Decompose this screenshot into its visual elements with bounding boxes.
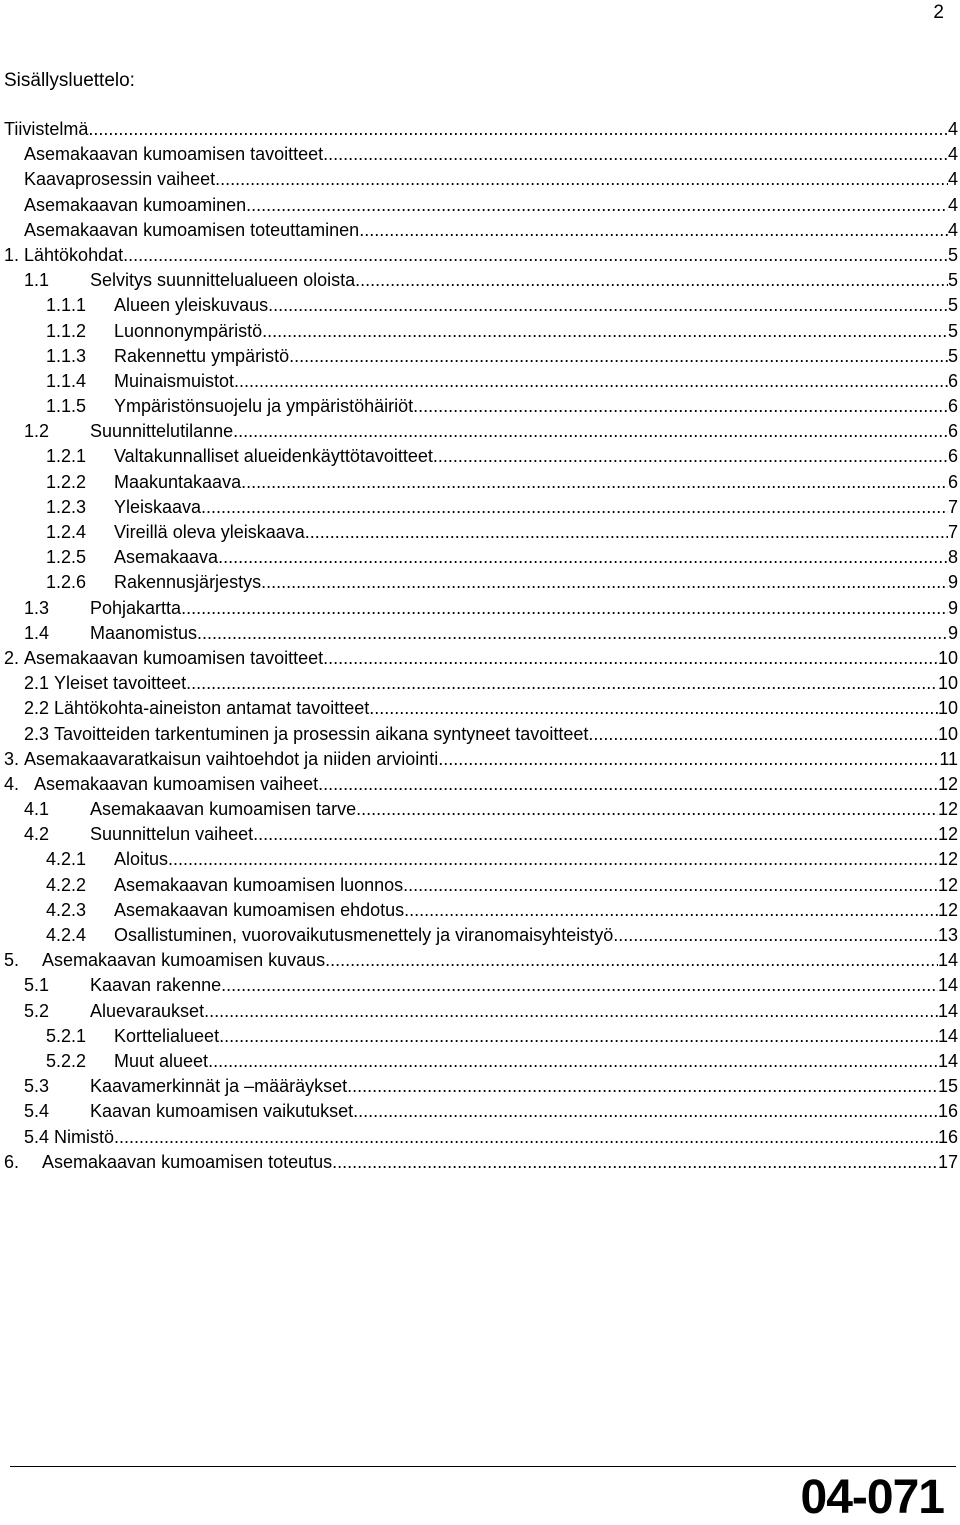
toc-entry-page: 12: [937, 773, 958, 794]
document-code: 04-071: [800, 1471, 944, 1524]
toc-entry-number: 5.2.1: [46, 1025, 87, 1046]
toc-entry-page: 5: [947, 345, 958, 366]
toc-entry[interactable]: [4, 822, 958, 847]
dot-leader: [369, 696, 938, 721]
toc-entry-number: 2.: [4, 647, 20, 668]
dot-leader: [241, 470, 948, 495]
dot-leader: [289, 344, 948, 369]
toc-entry-title: Selvitys suunnittelualueen oloista: [90, 270, 356, 291]
dot-leader: [123, 243, 948, 268]
toc-entry-number: 4.2.3: [46, 899, 87, 920]
toc-entry-title: Valtakunnalliset alueidenkäyttötavoitteet: [114, 446, 433, 467]
toc-entry-number: 1.2: [24, 421, 50, 442]
toc-entry-page: 14: [937, 950, 958, 971]
toc-entry[interactable]: [4, 973, 958, 998]
dot-leader: [253, 822, 938, 847]
dot-leader: [181, 596, 948, 621]
toc-entry-title: Korttelialueet: [114, 1025, 220, 1046]
toc-entry-number: 4.1: [24, 799, 50, 820]
toc-entry-title: Luonnonympäristö: [114, 320, 263, 341]
toc-entry-title: Osallistuminen, vuorovaikutusmenettely ja viranomaisyhteistyö: [114, 925, 614, 945]
dot-leader: [215, 167, 948, 192]
toc-entry[interactable]: [4, 671, 958, 696]
toc-entry-title: Kaavan kumoamisen vaikutukset: [90, 1101, 354, 1122]
toc-entry[interactable]: [4, 596, 958, 621]
toc-entry[interactable]: [4, 293, 958, 318]
toc-entry-page: 5: [947, 244, 958, 265]
toc-entry[interactable]: [4, 444, 958, 469]
dot-leader: [404, 898, 938, 923]
toc-entry-title: Aluevaraukset: [90, 1000, 205, 1021]
toc-entry-title: Nimistö: [54, 1126, 115, 1147]
toc-entry[interactable]: [4, 1150, 958, 1175]
toc-entry-number: 2.2: [24, 698, 50, 719]
toc-entry-page: 7: [947, 522, 958, 542]
toc-entry-page: 14: [937, 975, 958, 996]
toc-entry-number: 1.3: [24, 597, 50, 618]
toc-entry[interactable]: [4, 1049, 958, 1074]
toc-entry[interactable]: [4, 772, 958, 797]
toc-entry-number: 4.2.2: [46, 874, 87, 895]
dot-leader: [268, 293, 948, 318]
toc-entry-page: 6: [947, 396, 958, 417]
toc-entry-number: 1.2.2: [46, 471, 87, 492]
dot-leader: [219, 1024, 938, 1049]
toc-entry[interactable]: [4, 344, 958, 369]
toc-entry-number: 1.: [4, 244, 20, 265]
toc-entry-number: 1.2.6: [46, 572, 87, 593]
toc-entry-number: 5.4: [24, 1126, 50, 1147]
toc-entry-title: Pohjakartta: [90, 597, 182, 618]
toc-entry-title: Ympäristönsuojelu ja ympäristöhäiriöt: [114, 396, 414, 417]
toc-entry-title: Vireillä oleva yleiskaava: [114, 522, 305, 542]
toc-entry-number: 1.2.5: [46, 547, 87, 568]
toc-entry[interactable]: [4, 218, 958, 243]
toc-entry-page: 5: [947, 270, 958, 291]
toc-entry-title: Suunnittelun vaiheet: [90, 824, 254, 845]
toc-entry[interactable]: [4, 722, 958, 747]
toc-entry-page: 4: [947, 119, 958, 139]
dot-leader: [613, 923, 938, 948]
toc-entry-page: 8: [947, 547, 958, 568]
dot-leader: [323, 646, 938, 671]
toc-entry-number: 6.: [4, 1151, 20, 1172]
dot-leader: [88, 117, 948, 142]
toc-entry-number: 1.2.3: [46, 496, 87, 517]
toc-entry-page: 12: [937, 899, 958, 920]
toc-entry-title: Asemakaavaratkaisun vaihtoehdot ja niiden arviointi: [24, 748, 439, 769]
toc-entry[interactable]: [4, 319, 958, 344]
toc-entry-title: Asemakaava: [114, 547, 219, 568]
dot-leader: [204, 999, 938, 1024]
toc-entry[interactable]: [4, 898, 958, 923]
dot-leader: [353, 1099, 938, 1124]
dot-leader: [208, 1049, 938, 1074]
toc-entry-title: Lähtökohdat: [24, 244, 124, 265]
footer-rule: [10, 1466, 956, 1467]
toc-entry[interactable]: [4, 923, 958, 948]
dot-leader: [221, 973, 938, 998]
toc-entry-title: Rakennettu ympäristö: [114, 345, 290, 366]
toc-entry-page: 16: [937, 1126, 958, 1147]
dot-leader: [332, 1150, 938, 1175]
dot-leader: [588, 722, 938, 747]
table-of-contents: [4, 117, 958, 1175]
toc-entry[interactable]: [4, 873, 958, 898]
toc-entry-page: 6: [947, 471, 958, 492]
toc-entry[interactable]: [4, 117, 958, 142]
toc-entry-number: 5.4: [24, 1101, 50, 1122]
toc-entry-number: 5.1: [24, 975, 50, 996]
toc-entry-page: 11: [939, 748, 958, 769]
dot-leader: [325, 948, 938, 973]
toc-entry-title: Asemakaavan kumoaminen: [24, 194, 247, 215]
toc-entry[interactable]: [4, 369, 958, 394]
toc-entry[interactable]: [4, 142, 958, 167]
toc-entry-number: 4.2.1: [46, 849, 87, 870]
toc-entry[interactable]: [4, 797, 958, 822]
dot-leader: [234, 369, 948, 394]
dot-leader: [186, 671, 938, 696]
dot-leader: [197, 621, 948, 646]
toc-entry[interactable]: [4, 495, 958, 520]
toc-entry[interactable]: [4, 520, 958, 545]
toc-entry-number: 1.4: [24, 622, 50, 643]
toc-entry[interactable]: [4, 470, 958, 495]
toc-entry-page: 13: [937, 925, 958, 945]
toc-entry-title: Asemakaavan kumoamisen luonnos: [114, 874, 404, 895]
toc-entry-number: 4.2: [24, 824, 50, 845]
dot-leader: [433, 444, 948, 469]
toc-entry-number: 1.2.1: [46, 446, 87, 467]
dot-leader: [318, 772, 938, 797]
toc-entry[interactable]: [4, 1074, 958, 1099]
toc-entry-title: Tiivistelmä: [4, 119, 89, 139]
toc-entry-page: 9: [947, 622, 958, 643]
toc-entry-title: Asemakaavan kumoamisen vaiheet: [34, 773, 319, 794]
toc-entry-page: 5: [947, 320, 958, 341]
toc-entry-title: Alueen yleiskuvaus: [114, 295, 269, 316]
toc-entry-page: 7: [947, 496, 958, 517]
dot-leader: [233, 419, 948, 444]
toc-entry-number: 3.: [4, 748, 20, 769]
dot-leader: [218, 545, 948, 570]
toc-entry[interactable]: [4, 394, 958, 419]
toc-entry-number: 4.: [4, 773, 20, 794]
toc-entry-title: Asemakaavan kumoamisen toteuttaminen: [24, 219, 360, 240]
dot-leader: [413, 394, 948, 419]
toc-entry[interactable]: [4, 570, 958, 595]
toc-entry[interactable]: [4, 621, 958, 646]
toc-entry-number: 4.2.4: [46, 925, 87, 945]
toc-entry[interactable]: [4, 268, 958, 293]
toc-entry-number: 5.3: [24, 1076, 50, 1097]
toc-entry[interactable]: [4, 167, 958, 192]
toc-entry-number: 1.1.2: [46, 320, 87, 341]
dot-leader: [246, 193, 948, 218]
toc-entry[interactable]: [4, 999, 958, 1024]
toc-entry-page: 4: [947, 219, 958, 240]
toc-entry-title: Maanomistus: [90, 622, 198, 643]
dot-leader: [403, 873, 938, 898]
toc-entry-page: 9: [947, 597, 958, 618]
dot-leader: [114, 1125, 938, 1150]
toc-entry-page: 12: [937, 824, 958, 845]
dot-leader: [323, 142, 948, 167]
toc-entry-page: 12: [937, 874, 958, 895]
dot-leader: [261, 570, 948, 595]
toc-entry-number: 1.2.4: [46, 522, 87, 542]
dot-leader: [262, 319, 948, 344]
dot-leader: [356, 797, 938, 822]
toc-entry-number: 1.1.3: [46, 345, 87, 366]
toc-entry-page: 10: [937, 647, 958, 668]
toc-entry[interactable]: [4, 1024, 958, 1049]
toc-entry-title: Asemakaavan kumoamisen ehdotus: [114, 899, 405, 920]
toc-entry[interactable]: [4, 1125, 958, 1150]
toc-entry[interactable]: [4, 545, 958, 570]
toc-entry-page: 4: [947, 194, 958, 215]
toc-entry-title: Maakuntakaava: [114, 471, 242, 492]
toc-entry[interactable]: [4, 419, 958, 444]
toc-entry-title: Asemakaavan kumoamisen tavoitteet: [24, 647, 324, 668]
toc-entry-title: Muut alueet: [114, 1050, 209, 1071]
toc-entry-page: 12: [937, 849, 958, 870]
dot-leader: [359, 218, 948, 243]
toc-entry-title: Yleiskaava: [114, 496, 202, 517]
toc-entry-title: Rakennusjärjestys: [114, 572, 262, 593]
toc-entry-title: Muinaismuistot: [114, 370, 235, 391]
toc-entry-number: 2.3: [24, 723, 50, 744]
toc-entry-title: Yleiset tavoitteet: [54, 673, 187, 694]
page-number: 2: [933, 2, 944, 23]
toc-entry-title: Kaavamerkinnät ja –määräykset: [90, 1076, 348, 1097]
toc-entry-page: 14: [937, 1000, 958, 1021]
toc-entry[interactable]: [4, 696, 958, 721]
dot-leader: [347, 1074, 938, 1099]
dot-leader: [201, 495, 948, 520]
toc-entry-page: 16: [937, 1101, 958, 1122]
toc-entry-page: 9: [947, 572, 958, 593]
toc-entry-page: 10: [937, 698, 958, 719]
toc-entry-title: Suunnittelutilanne: [90, 421, 234, 442]
toc-entry-page: 6: [947, 421, 958, 442]
dot-leader: [438, 747, 939, 772]
toc-entry-page: 14: [937, 1050, 958, 1071]
toc-entry-title: Kaavaprosessin vaiheet: [24, 169, 216, 190]
toc-entry-page: 10: [937, 673, 958, 694]
toc-entry-page: 6: [947, 370, 958, 391]
toc-heading: Sisällysluettelo:: [4, 70, 135, 91]
toc-entry[interactable]: [4, 1099, 958, 1124]
toc-entry-number: 5.: [4, 950, 20, 971]
toc-entry-number: 5.2.2: [46, 1050, 87, 1071]
toc-entry-number: 1.1: [24, 270, 50, 291]
toc-entry[interactable]: [4, 646, 958, 671]
toc-entry[interactable]: [4, 243, 958, 268]
toc-entry[interactable]: [4, 847, 958, 872]
toc-entry-title: Aloitus: [114, 849, 169, 870]
toc-entry-number: 1.1.4: [46, 370, 87, 391]
toc-entry-page: 6: [947, 446, 958, 467]
toc-entry-number: 2.1: [24, 673, 50, 694]
dot-leader: [355, 268, 948, 293]
toc-entry-title: Kaavan rakenne: [90, 975, 222, 996]
dot-leader: [305, 520, 948, 545]
toc-entry-title: Asemakaavan kumoamisen toteutus: [42, 1151, 333, 1172]
toc-entry-title: Lähtökohta-aineiston antamat tavoitteet: [54, 698, 370, 719]
toc-entry-page: 17: [937, 1151, 958, 1172]
toc-entry-page: 15: [937, 1076, 958, 1097]
toc-entry-page: 4: [947, 169, 958, 190]
toc-entry-number: 1.1.5: [46, 396, 87, 417]
toc-entry-page: 12: [937, 799, 958, 820]
toc-entry-page: 14: [937, 1025, 958, 1046]
toc-entry-page: 4: [947, 144, 958, 165]
toc-entry-title: Asemakaavan kumoamisen tavoitteet: [24, 144, 324, 165]
dot-leader: [168, 847, 938, 872]
toc-entry-title: Asemakaavan kumoamisen kuvaus: [42, 950, 326, 971]
toc-entry[interactable]: [4, 948, 958, 973]
toc-entry-number: 1.1.1: [46, 295, 87, 316]
toc-entry-title: Tavoitteiden tarkentuminen ja prosessin aikana syntyneet tavoitteet: [54, 723, 589, 744]
toc-entry-page: 10: [937, 723, 958, 744]
toc-entry[interactable]: [4, 193, 958, 218]
toc-entry[interactable]: [4, 747, 958, 772]
toc-entry-page: 5: [947, 295, 958, 316]
toc-entry-number: 5.2: [24, 1000, 50, 1021]
toc-entry-title: Asemakaavan kumoamisen tarve: [90, 799, 357, 820]
